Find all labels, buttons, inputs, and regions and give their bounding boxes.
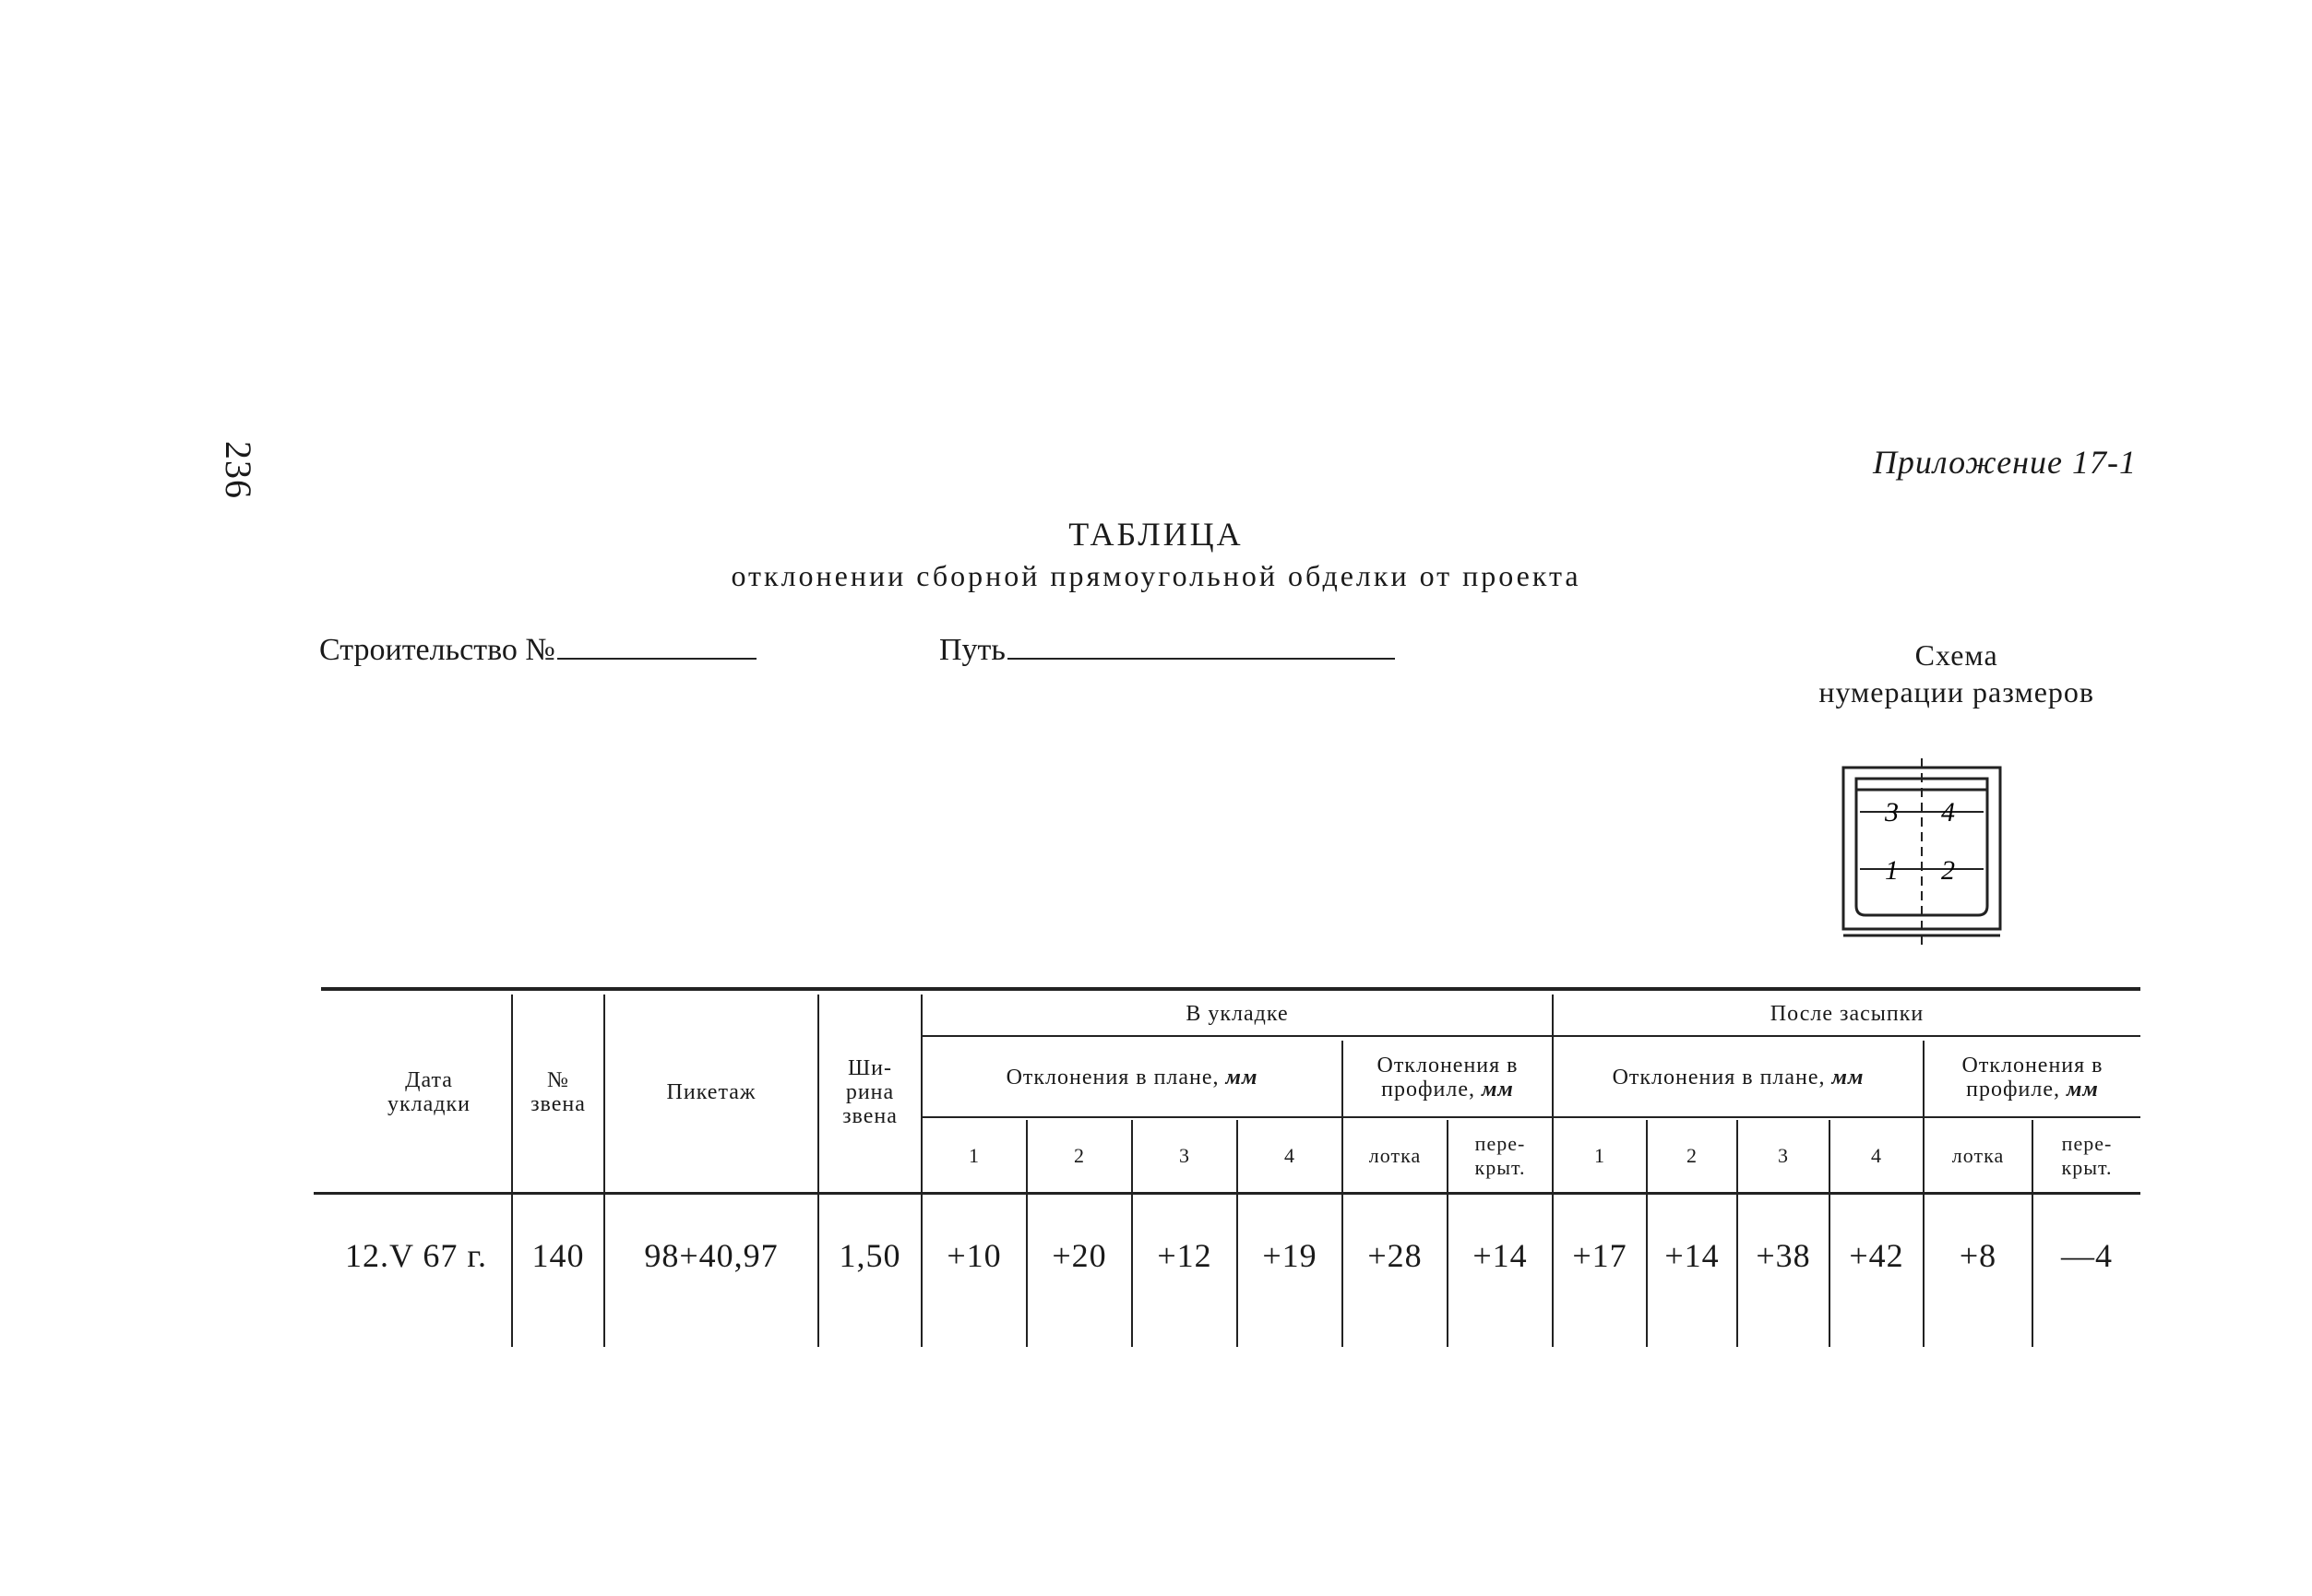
dimension-scheme-diagram (1834, 758, 2015, 948)
appendix-label: Приложение 17-1 (1872, 444, 2137, 481)
laying-plan-deviation-header: Отклонения в плане, мм (1006, 1066, 1258, 1090)
backfill-plan-deviation-header: Отклонения в плане, мм (1612, 1066, 1865, 1090)
header-link-width: Ши- рина звена (842, 1056, 898, 1128)
row-backfill-2: +14 (1664, 1237, 1720, 1274)
row-date: 12.V 67 г. (344, 1237, 488, 1274)
row-backfill-ceiling: —4 (2061, 1237, 2113, 1274)
backfill-col-4: 4 (1871, 1144, 1882, 1167)
row-laying-3: +12 (1157, 1237, 1212, 1274)
scheme-label-2: 2 (1941, 855, 1955, 886)
row-laying-ceiling: +14 (1472, 1237, 1528, 1274)
backfill-col-tray: лотка (1951, 1144, 2005, 1167)
row-laying-1: +10 (947, 1237, 1002, 1274)
path-label: Путь (939, 633, 1006, 667)
table-title: ТАБЛИЦА (1068, 516, 1244, 553)
group-laying: В укладке (1186, 1002, 1289, 1026)
path-blank-line (1007, 658, 1395, 660)
scheme-caption-line2: нумерации размеров (1818, 675, 2094, 709)
laying-col-tray: лотка (1368, 1144, 1422, 1167)
row-link-no: 140 (531, 1237, 585, 1274)
construction-blank-line (557, 658, 757, 660)
laying-profile-deviation-header: Отклонения в профиле, мм (1376, 1054, 1519, 1102)
row-laying-2: +20 (1052, 1237, 1107, 1274)
scheme-caption (1818, 637, 2094, 710)
header-date: Дата укладки (387, 1068, 471, 1116)
backfill-profile-deviation-header: Отклонения в профиле, мм (1961, 1054, 2103, 1102)
laying-col-1: 1 (969, 1144, 980, 1167)
path-field (939, 633, 1395, 668)
laying-col-4: 4 (1284, 1144, 1295, 1167)
construction-label: Строительство № (319, 633, 555, 667)
construction-field (319, 633, 757, 668)
row-backfill-tray: +8 (1959, 1237, 1997, 1274)
scheme-label-3: 3 (1885, 797, 1899, 828)
subgroup-header-rule (921, 1116, 2140, 1118)
page-number: 236 (218, 441, 259, 499)
header-picket: Пикетаж (666, 1080, 757, 1104)
scheme-label-4: 4 (1941, 797, 1955, 828)
row-picket: 98+40,97 (644, 1237, 779, 1274)
row-laying-4: +19 (1262, 1237, 1317, 1274)
scheme-caption-line1: Схема (1914, 638, 1998, 672)
backfill-col-ceiling: пере- крыт. (2061, 1132, 2113, 1179)
row-backfill-3: +38 (1756, 1237, 1811, 1274)
laying-col-2: 2 (1074, 1144, 1085, 1167)
row-backfill-1: +17 (1572, 1237, 1627, 1274)
backfill-col-1: 1 (1594, 1144, 1605, 1167)
table-top-rule (321, 987, 2140, 991)
row-link-width: 1,50 (839, 1237, 901, 1274)
laying-col-3: 3 (1179, 1144, 1190, 1167)
header-bottom-rule (314, 1192, 2140, 1195)
row-laying-tray: +28 (1367, 1237, 1423, 1274)
laying-col-ceiling: пере- крыт. (1474, 1132, 1526, 1179)
row-backfill-4: +42 (1849, 1237, 1904, 1274)
scheme-label-1: 1 (1885, 855, 1899, 886)
group-backfill: После засыпки (1770, 1002, 1925, 1026)
backfill-col-3: 3 (1778, 1144, 1789, 1167)
backfill-col-2: 2 (1686, 1144, 1698, 1167)
group-header-rule (921, 1035, 2140, 1037)
table-subtitle: отклонении сборной прямоугольной обделки от проекта (731, 559, 1581, 592)
header-link-no: № звена (530, 1068, 586, 1116)
deviation-table (314, 987, 2140, 1347)
